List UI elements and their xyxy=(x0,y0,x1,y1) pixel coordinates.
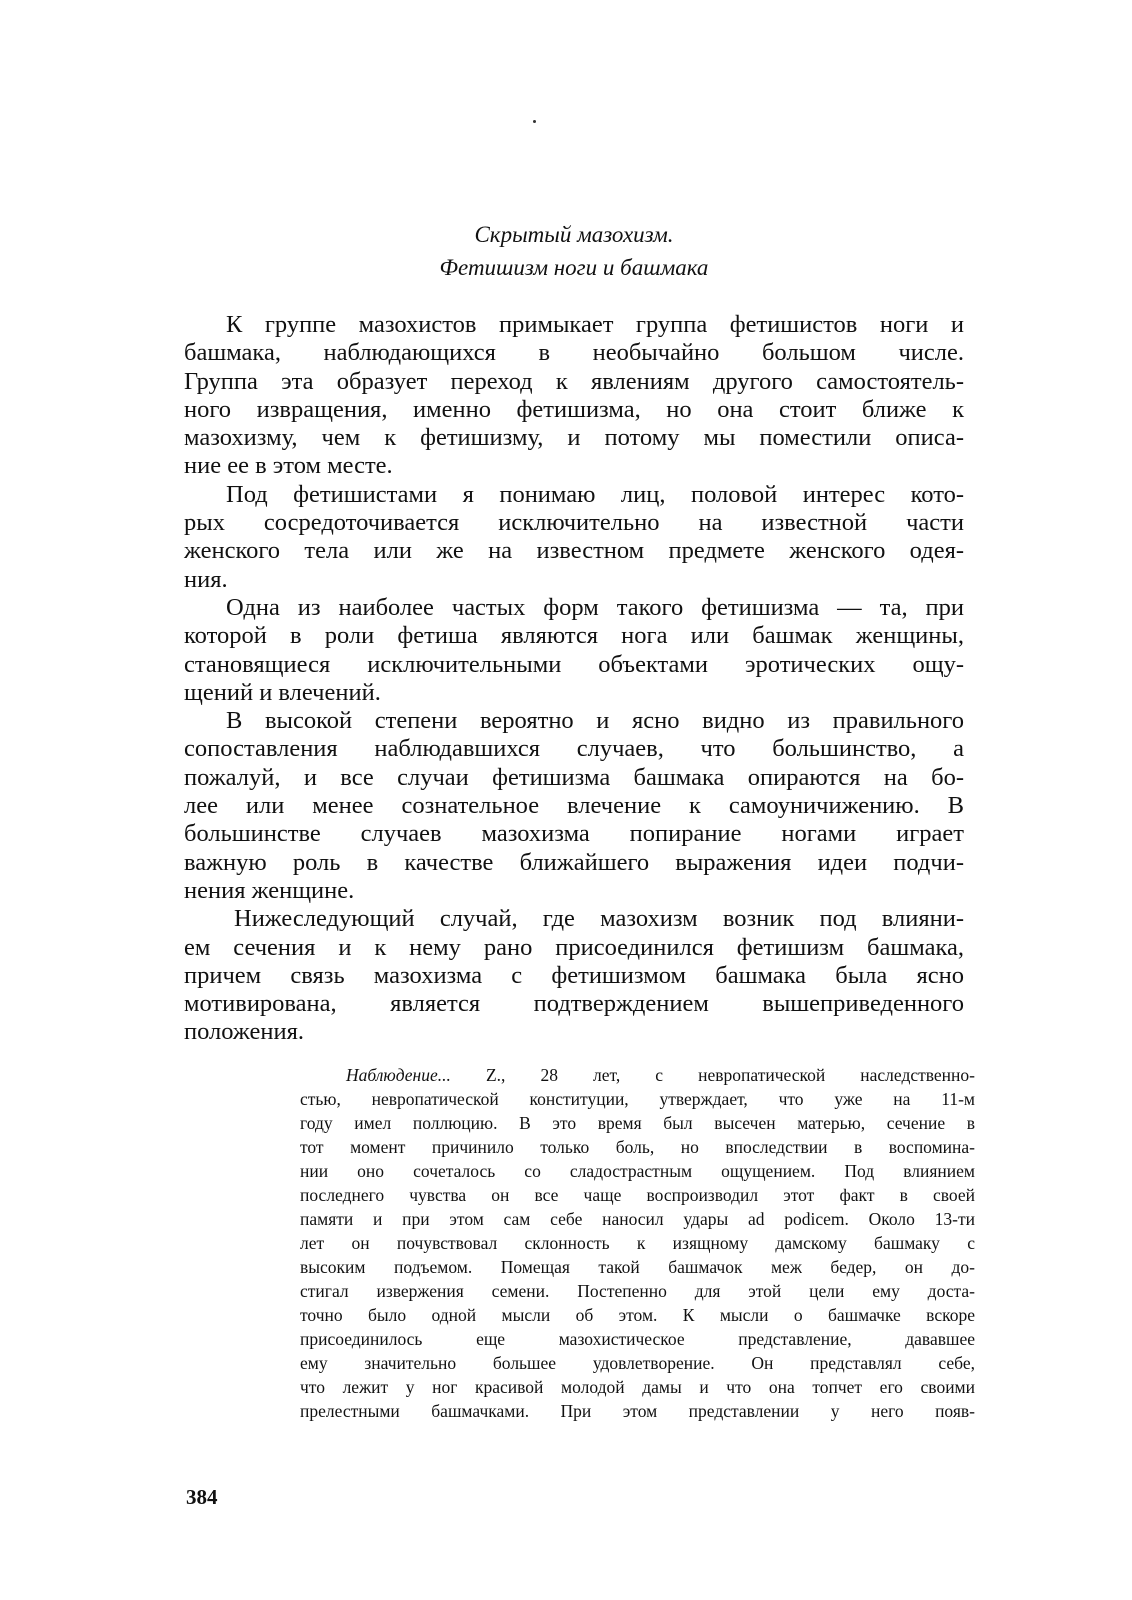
text-line: щений и влечений. xyxy=(184,678,381,706)
text-line: положения. xyxy=(184,1018,304,1046)
text-line: Под фетишистами я понимаю лиц, половой интерес кото- xyxy=(226,480,964,508)
text-line: становящиеся исключительными объектами эротических ощу- xyxy=(184,650,964,678)
text-line: ние ее в этом месте. xyxy=(184,452,393,480)
text-line: башмака, наблюдающихся в необычайно большом числе. xyxy=(184,339,964,367)
observation-line: точно было одной мысли об этом. К мысли о башмачке вскоре xyxy=(300,1305,975,1325)
text-line: большинстве случаев мазохизма попирание ногами играет xyxy=(184,820,964,848)
text-line: ем сечения и к нему рано присоединился фетишизм башмака, xyxy=(184,933,964,961)
text-line: пожалуй, и все случаи фетишизма башмака опираются на бо- xyxy=(184,763,964,791)
text-line: важную роль в качестве ближайшего выражения идеи подчи- xyxy=(184,848,964,876)
observation-line: присоединилось еще мазохистическое представление, дававшее xyxy=(300,1329,975,1349)
observation-line: лет он почувствовал склонность к изящному дамскому башмаку с xyxy=(300,1233,975,1253)
observation-block xyxy=(300,1063,975,1423)
observation-first-line-text: Z., 28 лет, с невропатической наследственно- xyxy=(450,1065,975,1085)
observation-line: ему значительно большее удовлетворение. Он представлял себе, xyxy=(300,1353,975,1373)
text-line: женского тела или же на известном предмете женского одея- xyxy=(184,537,964,565)
observation-lead: Наблюдение... xyxy=(346,1065,451,1085)
text-line: рых сосредоточивается исключительно на известной части xyxy=(184,509,964,537)
section-title-line-1: Скрытый мазохизм. xyxy=(474,222,674,247)
text-line: мазохизму, чем к фетишизму, и потому мы поместили описа- xyxy=(184,424,964,452)
observation-line: стигал извержения семени. Постепенно для этой цели ему доста- xyxy=(300,1281,975,1301)
observation-line: нии оно сочеталось со сладострастным ощущением. Под влиянием xyxy=(300,1161,975,1181)
observation-line: году имел поллюцию. В это время был высечен матерью, сечение в xyxy=(300,1113,975,1133)
print-speck xyxy=(533,120,536,123)
observation-line: последнего чувства он все чаще воспроизводил этот факт в своей xyxy=(300,1185,975,1205)
text-line: нения женщине. xyxy=(184,876,355,904)
text-line: К группе мазохистов примыкает группа фетишистов ноги и xyxy=(226,311,964,338)
observation-line: тот момент причинило только боль, но впоследствии в воспомина- xyxy=(300,1137,975,1157)
observation-line: что лежит у ног красивой молодой дамы и что она топчет его своими xyxy=(300,1377,975,1397)
page-number: 384 xyxy=(186,1485,218,1509)
text-line: Нижеследующий случай, где мазохизм возник под влияни- xyxy=(234,905,964,933)
text-line: лее или менее сознательное влечение к самоуничижению. В xyxy=(184,792,964,820)
observation-line xyxy=(300,1063,975,1087)
section-title xyxy=(184,218,964,284)
observation-line: стью, невропатической конституции, утверждает, что уже на 11-м xyxy=(300,1089,975,1109)
observation-line: высоким подъемом. Помещая такой башмачок меж бедер, он до- xyxy=(300,1257,975,1277)
section-title-line-2: Фетишизм ноги и башмака xyxy=(439,255,709,280)
text-line: ного извращения, именно фетишизма, но она стоит ближе к xyxy=(184,395,964,423)
main-text xyxy=(184,311,964,1047)
text-line: Одна из наиболее частых форм такого фетишизма — та, при xyxy=(226,593,964,621)
text-line: В высокой степени вероятно и ясно видно из правильного xyxy=(226,707,964,735)
observation-line: прелестными башмачками. При этом представлении у него появ- xyxy=(300,1401,975,1421)
text-line: мотивирована, является подтверждением вышеприведенного xyxy=(184,990,964,1018)
text-line: которой в роли фетиша являются нога или башмак женщины, xyxy=(184,622,964,650)
text-line: Группа эта образует переход к явлениям другого самостоятель- xyxy=(184,367,964,395)
text-line: ния. xyxy=(184,565,228,593)
text-line: причем связь мазохизма с фетишизмом башмака была ясно xyxy=(184,961,964,989)
observation-line: памяти и при этом сам себе наносил удары ad podicem. Около 13-ти xyxy=(300,1209,975,1229)
text-line: сопоставления наблюдавшихся случаев, что большинство, а xyxy=(184,735,964,763)
